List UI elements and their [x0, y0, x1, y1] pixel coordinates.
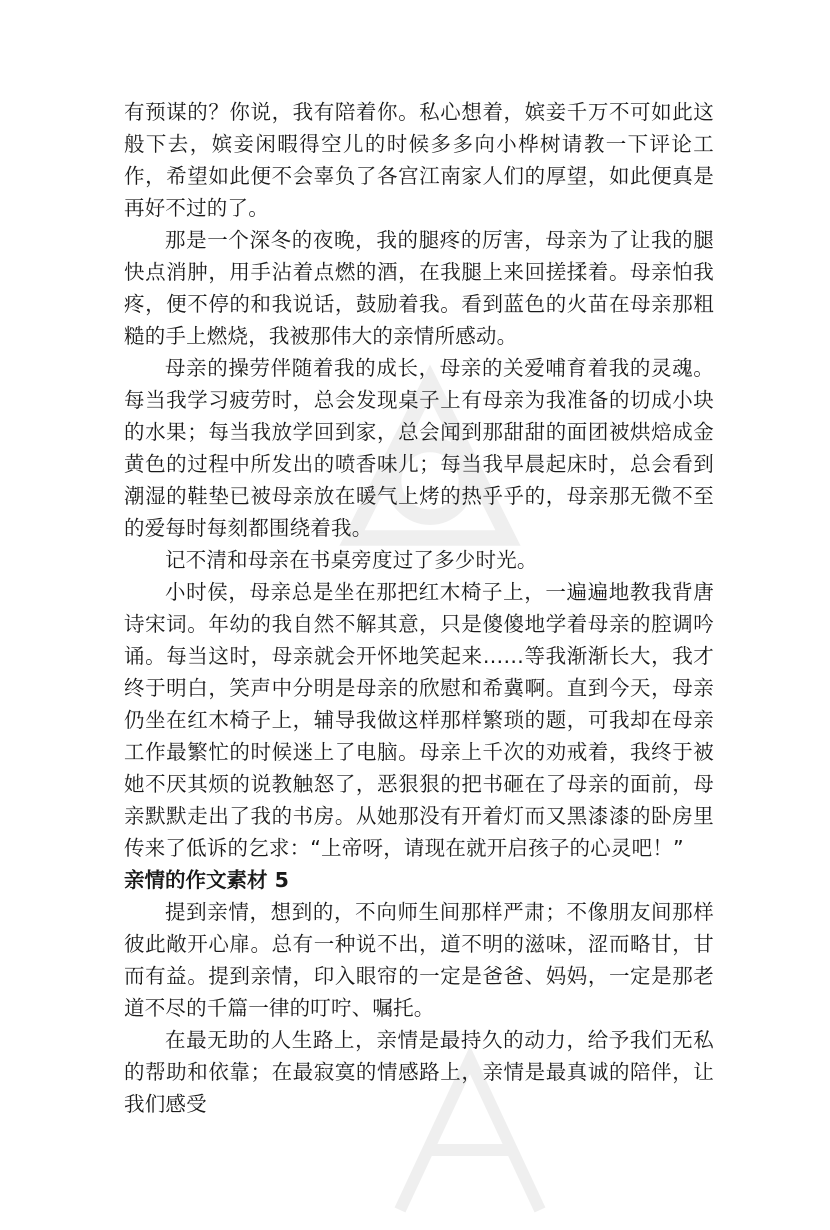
- paragraph: 提到亲情，想到的，不向师生间那样严肃；不像朋友间那样彼此敞开心扉。总有一种说不出，道不明的滋味，涩而略甘，甘而有益。提到亲情，印入眼帘的一定是爸爸、妈妈，一定是那老道不尽的千篇一律的叮咛、嘱托。: [124, 900, 714, 1020]
- section-heading: 亲情的作文素材 5: [124, 868, 289, 892]
- paragraph: 在最无助的人生路上，亲情是最持久的动力，给予我们无私的帮助和依靠；在最寂寞的情感路上，亲情是最真诚的陪伴，让我们感受: [124, 1028, 714, 1116]
- document-body: [124, 96, 714, 1120]
- paragraph: 那是一个深冬的夜晚，我的腿疼的厉害，母亲为了让我的腿快点消肿，用手沾着点燃的酒，在我腿上来回搓揉着。母亲怕我疼，便不停的和我说话，鼓励着我。看到蓝色的火苗在母亲那粗糙的手上燃烧，我被那伟大的亲情所感动。: [124, 228, 714, 348]
- paragraph: 母亲的操劳伴随着我的成长，母亲的关爱哺育着我的灵魂。每当我学习疲劳时，总会发现桌子上有母亲为我准备的切成小块的水果；每当我放学回到家，总会闻到那甜甜的面团被烘焙成金黄色的过程中所发出的喷香味儿；每当我早晨起床时，总会看到潮湿的鞋垫已被母亲放在暖气上烤的热乎乎的，母亲那无微不至的爱每时每刻都围绕着我。: [124, 356, 714, 540]
- paragraph: 记不清和母亲在书桌旁度过了多少时光。: [165, 548, 538, 572]
- paragraph: 小时侯，母亲总是坐在那把红木椅子上，一遍遍地教我背唐诗宋词。年幼的我自然不解其意，只是傻傻地学着母亲的腔调吟诵。每当这时，母亲就会开怀地笑起来……等我渐渐长大，我才终于明白，笑声中分明是母亲的欣慰和希冀啊。直到今天，母亲仍坐在红木椅子上，辅导我做这样那样繁琐的题，可我却在母亲工作最繁忙的时候迷上了电脑。母亲上千次的劝戒着，我终于被她不厌其烦的说教触怒了，恶狠狠的把书砸在了母亲的面前，母亲默默走出了我的书房。从她那没有开着灯而又黑漆漆的卧房里传来了低诉的乞求：“上帝呀，请现在就开启孩子的心灵吧！”: [124, 580, 714, 860]
- paragraph: 有预谋的？你说，我有陪着你。私心想着，嫔妾千万不可如此这般下去，嫔妾闲暇得空儿的时候多多向小桦树请教一下评论工作，希望如此便不会辜负了各宫江南家人们的厚望，如此便真是再好不过的了。: [124, 100, 714, 220]
